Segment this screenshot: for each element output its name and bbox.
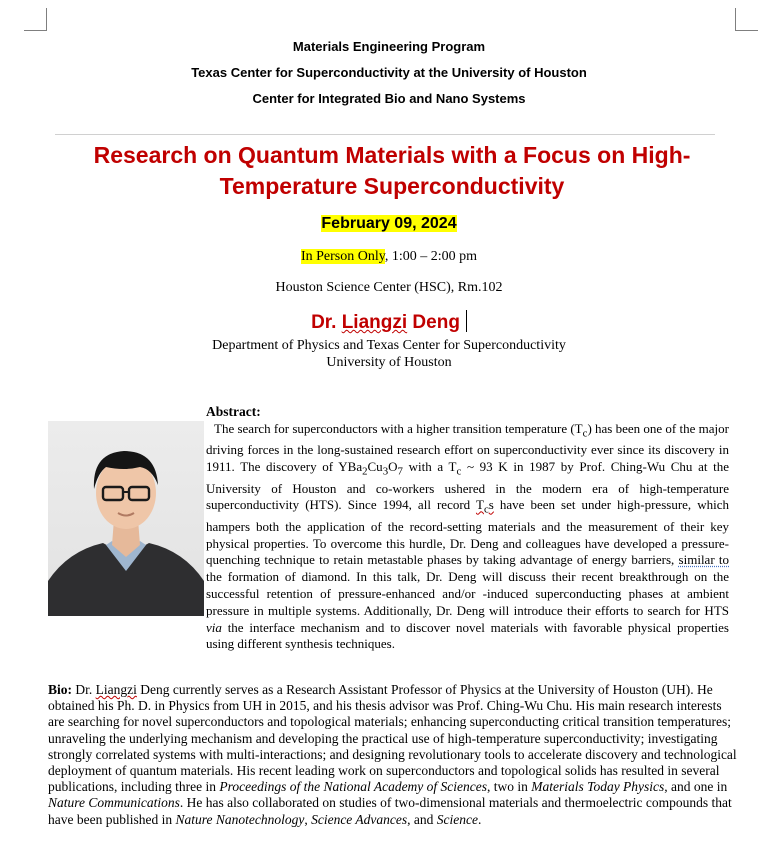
abstract-sub: 2 <box>362 465 368 478</box>
abstract-seg: the formation of diamond. In this talk, Dr. Deng will discuss their recent breakthrough on the successful retention of pressure-enhanced and/or -induced superconducting phases at ambient pressure in multiple systems. Additionally, Dr. Deng will introduce their efforts to search for HTS <box>206 569 729 618</box>
event-date <box>0 215 778 233</box>
speaker-first-name: Liangzi <box>341 312 408 333</box>
abstract-seg: O <box>388 459 398 475</box>
crop-mark-top-right <box>735 8 758 31</box>
bio-seg: , and <box>407 811 437 827</box>
bio-seg: . <box>478 811 482 827</box>
crop-mark-top-left <box>24 8 47 31</box>
speaker-last-name: Deng <box>407 312 460 333</box>
header-center: Center for Integrated Bio and Nano Systems <box>252 91 526 106</box>
event-time <box>0 249 778 265</box>
abstract-seg: Cu <box>367 459 383 475</box>
abstract-sub: 7 <box>397 465 403 478</box>
speaker-prefix: Dr. <box>311 312 342 333</box>
abstract-sub: 3 <box>382 465 389 478</box>
abstract-seg: ~ 93 K in 1987 by Prof. Ching-Wu Chu at the University of Houston and co-workers ushered in the modern era of high-temperature superconductivity (HTS). Since 1994, all record <box>206 459 729 513</box>
bio-journal: Nature Communications <box>48 795 180 811</box>
bio-seg: , and one in <box>664 779 728 795</box>
abstract-tcs <box>475 497 494 516</box>
talk-title: Research on Quantum Materials with a Focus on High-Temperature Superconductivity <box>93 142 691 199</box>
abstract-label: Abstract: <box>206 404 261 419</box>
speaker-name <box>0 310 778 334</box>
abstract-sub: c <box>456 465 462 478</box>
bio-seg: Deng currently serves as a Research Assistant Professor of Physics at the University of Houston (UH). He obtained his Ph. D. in Physics from UH in 2015, and his thesis advisor was Prof. Ching-Wu Chu. His main research interests are searching for novel superconductors and topological materials; enhancing superconducting critical transition temperatures; unraveling the underlying mechanism and developing the practical use of high-temperature superconductivity; investigating strongly correlated systems with multi-interactions; and designing revolutionary tools to accelerate discovery and technological deployment of quantum materials. His recent leading work on superconductors and topological solids has resulted in several publications, including three in <box>48 682 737 795</box>
header-tcsuh: Texas Center for Superconductivity at the University of Houston <box>191 65 587 80</box>
speaker-department: Department of Physics and Texas Center for Superconductivity <box>212 338 566 353</box>
bio-journal: Science Advances <box>311 811 408 827</box>
speaker-portrait-icon <box>48 421 204 616</box>
text-cursor <box>466 310 467 332</box>
event-date-text: February 09, 2024 <box>321 215 457 232</box>
speaker-photo <box>48 421 204 616</box>
bio-journal: Proceedings of the National Academy of Sciences <box>219 779 488 795</box>
abstract-seg: T <box>475 497 484 513</box>
bio-journal: Nature Nanotechnology <box>175 811 305 827</box>
header-program: Materials Engineering Program <box>292 39 486 54</box>
abstract-sub: c <box>483 503 489 516</box>
event-mode: In Person Only <box>300 249 385 264</box>
bio-text <box>48 682 738 828</box>
abstract-seg: with a T <box>402 459 457 475</box>
bio-journal: Materials Today Physics <box>531 779 665 795</box>
abstract-seg: have been set under high-pressure, which hampers both the application of the record-setting materials and the measurement of their key physical properties. To overcome this hurdle, Dr. Deng and colleagues have developed a pressure-quenching technique to retain metastable phases by taking advantage of energy barriers, <box>206 497 729 568</box>
abstract-seg: s <box>488 497 494 513</box>
bio-name: Liangzi <box>95 682 137 697</box>
event-time-text: , 1:00 – 2:00 pm <box>384 249 478 264</box>
abstract-via: via <box>206 619 222 635</box>
divider <box>55 134 715 135</box>
abstract-seg: the interface mechanism and to discover novel materials with favorable physical properties using different synthesis techniques. <box>206 619 729 652</box>
abstract-similar: similar to <box>678 552 729 568</box>
bio-seg: Dr. <box>72 682 96 697</box>
abstract-text <box>206 421 729 653</box>
speaker-university: University of Houston <box>326 355 452 370</box>
abstract-seg: The search for superconductors with a higher transition temperature (T <box>214 421 583 436</box>
bio-seg: , two in <box>487 779 532 795</box>
bio-label: Bio: <box>48 682 73 697</box>
bio-journal: Science <box>436 811 478 827</box>
abstract-sub: c <box>582 427 588 440</box>
bio-seg: , <box>304 811 312 827</box>
bio-seg: . He has also collaborated on studies of two-dimensional materials and thermoelectric compounds that have been published in <box>48 795 732 827</box>
event-location: Houston Science Center (HSC), Rm.102 <box>275 280 503 295</box>
abstract-seg: ) has been one of the major driving forces in the long-sustained research effort on superconductivity ever since its discovery in 1911. The discovery of YBa <box>206 421 729 475</box>
